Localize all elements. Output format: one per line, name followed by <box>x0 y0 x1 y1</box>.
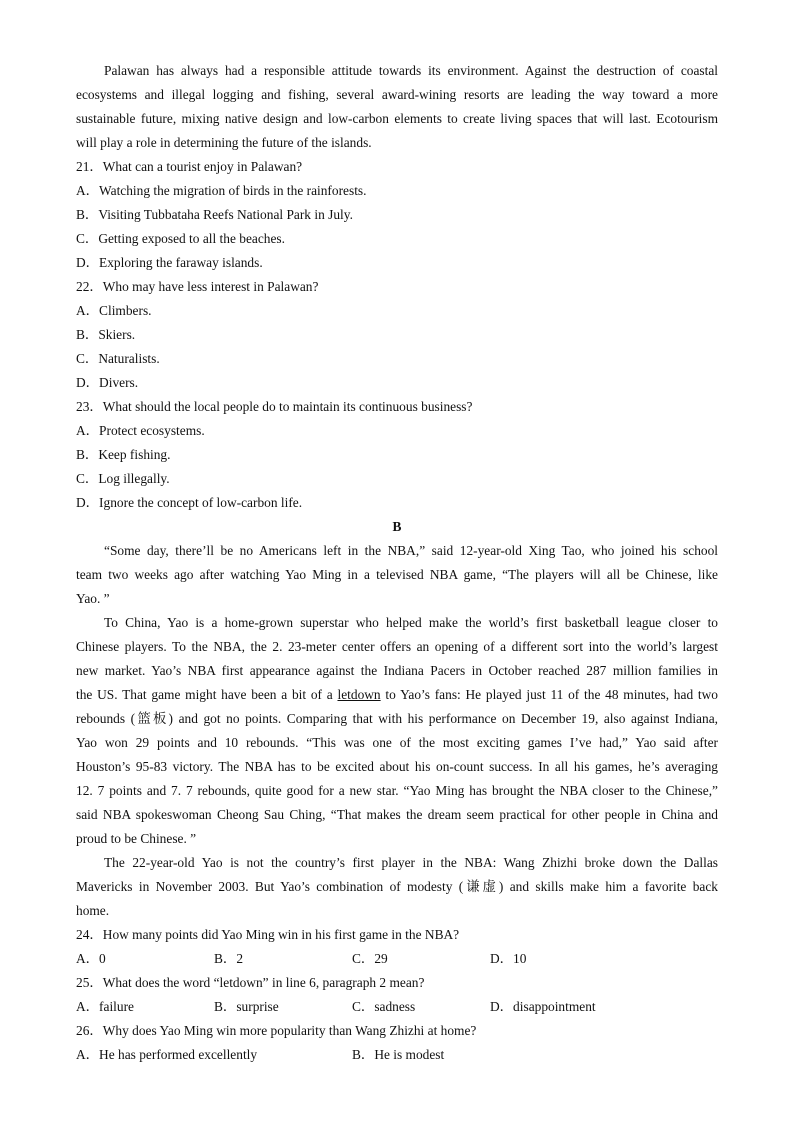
text-line: ecosystems and illegal logging and fishing, several award-wining resorts are leading the way toward a more <box>76 87 718 102</box>
text-line: The 22-year-old Yao is not the country’s first player in the NBA: Wang Zhizhi broke down the Dallas <box>104 855 718 870</box>
text-line: To China, Yao is a home-grown superstar who helped make the world’s first basketball league closer to <box>104 615 718 630</box>
option-c: C．sadness <box>352 999 416 1014</box>
option-d: D．Divers. <box>76 375 139 390</box>
option-a: A．He has performed excellently <box>76 1047 258 1062</box>
text-line: “Some day, there’ll be no Americans left in the NBA,” said 12-year-old Xing Tao, who joined his school <box>104 543 718 558</box>
text-line: Chinese players. To the NBA, the 2. 23-meter center offers an opening of a different sort into the world’s largest <box>76 639 718 654</box>
underlined-word-letdown: letdown <box>337 687 381 702</box>
text-line: team two weeks ago after watching Yao Ming in a televised NBA game, “The players will all be Chinese, like <box>76 567 718 582</box>
option-b: B．Visiting Tubbataha Reefs National Park in July. <box>76 207 353 222</box>
text-line: Yao. ” <box>76 591 110 606</box>
text-line: Mavericks in November 2003. But Yao’s combination of modesty (谦虚) and skills make him a favorite back <box>76 879 718 894</box>
option-a: A．failure <box>76 999 135 1014</box>
option-b: B．He is modest <box>352 1047 445 1062</box>
text-line: will play a role in determining the future of the islands. <box>76 135 372 150</box>
option-a: A．Protect ecosystems. <box>76 423 205 438</box>
text-line: Palawan has always had a responsible attitude towards its environment. Against the destruction of coastal <box>104 63 718 78</box>
option-b: B．Keep fishing. <box>76 447 171 462</box>
text-line: sustainable future, mixing native design and low-carbon elements to create living spaces that will last. Ecotourism <box>76 111 718 126</box>
options-row <box>76 995 718 1019</box>
question-stem: 26．Why does Yao Ming win more popularity than Wang Zhizhi at home? <box>76 1023 477 1038</box>
text-line: home. <box>76 903 110 918</box>
text-line: Houston’s 95-83 victory. The NBA has to be excited about his on-count success. In all his games, he’s averaging <box>76 759 718 774</box>
option-c: C．Log illegally. <box>76 471 170 486</box>
option-c: C．Naturalists. <box>76 351 160 366</box>
text-line <box>76 683 718 707</box>
option-c: C．29 <box>352 951 388 966</box>
option-a: A．Climbers. <box>76 303 152 318</box>
section-heading: B <box>392 519 402 534</box>
text-segment: the US. That game might have been a bit of a <box>76 687 338 702</box>
question-stem: 22．Who may have less interest in Palawan? <box>76 279 319 294</box>
text-line: rebounds (篮板) and got no points. Comparing that with his performance on December 19, also against Indiana, <box>76 711 718 726</box>
question-stem: 23．What should the local people do to maintain its continuous business? <box>76 399 473 414</box>
option-d: D．Ignore the concept of low-carbon life. <box>76 495 303 510</box>
text-line: said NBA spokeswoman Cheong Sau Ching, “That makes the dream seem practical for other people in China and <box>76 807 718 822</box>
option-a: A．0 <box>76 951 106 966</box>
option-a: A．Watching the migration of birds in the rainforests. <box>76 183 367 198</box>
text-line: new market. Yao’s NBA first appearance against the Indiana Pacers in October reached 287 million families in <box>76 663 718 678</box>
option-d: D．disappointment <box>490 999 596 1014</box>
option-c: C．Getting exposed to all the beaches. <box>76 231 285 246</box>
option-d: D．10 <box>490 951 527 966</box>
text-line: Yao won 29 points and 10 rebounds. “This was one of the most exciting games I’ve had,” Yao said after <box>76 735 718 750</box>
options-row <box>76 1043 718 1067</box>
options-row <box>76 947 718 971</box>
question-stem: 21．What can a tourist enjoy in Palawan? <box>76 159 303 174</box>
text-segment: to Yao’s fans: He played just 11 of the 48 minutes, had two <box>380 687 718 702</box>
option-b: B．2 <box>214 951 244 966</box>
text-line: 12. 7 points and 7. 7 rebounds, quite good for a new star. “Yao Ming has brought the NBA closer to the Chinese,” <box>76 783 718 798</box>
text-line: proud to be Chinese. ” <box>76 831 197 846</box>
question-stem: 24．How many points did Yao Ming win in his first game in the NBA? <box>76 927 460 942</box>
question-stem: 25．What does the word “letdown” in line 6, paragraph 2 mean? <box>76 975 425 990</box>
option-d: D．Exploring the faraway islands. <box>76 255 263 270</box>
option-b: B．Skiers. <box>76 327 136 342</box>
option-b: B．surprise <box>214 999 279 1014</box>
